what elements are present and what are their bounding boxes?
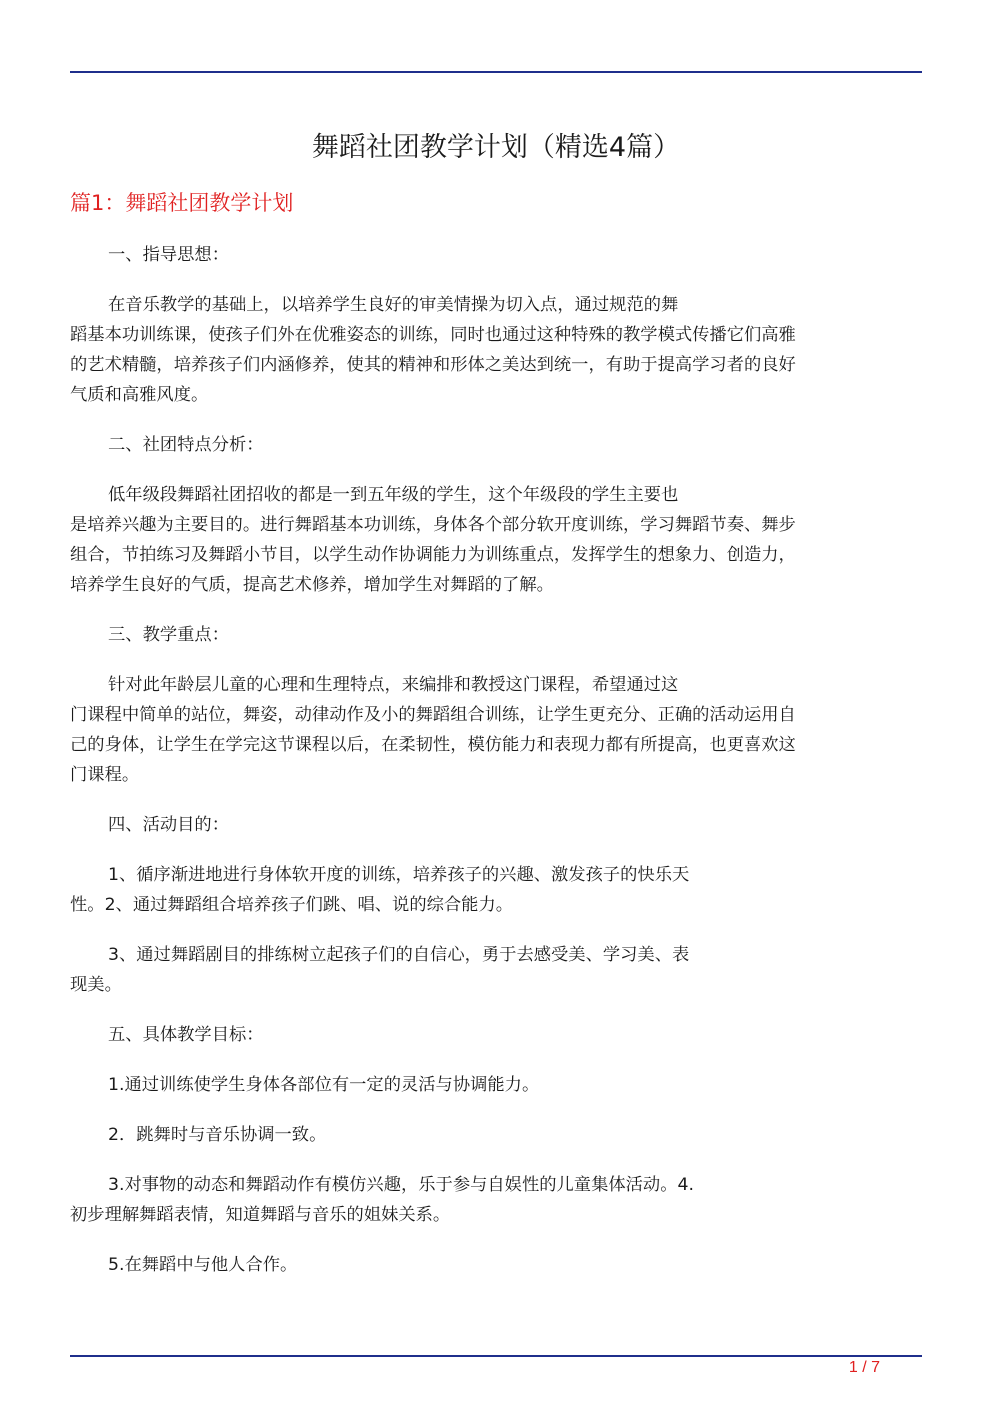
text-line: 3、通过舞蹈剧目的排练树立起孩子们的自信心，勇于去感受美、学习美、表 bbox=[108, 945, 690, 965]
paragraph-club-analysis bbox=[70, 480, 922, 600]
text-line: 低年级段舞蹈社团招收的都是一到五年级的学生，这个年级段的学生主要也 bbox=[108, 485, 679, 505]
goal-item-1: 1.通过训练使学生身体各部位有一定的灵活与协调能力。 bbox=[108, 1075, 540, 1095]
document-title: 舞蹈社团教学计划（精选4篇） bbox=[311, 132, 681, 163]
bottom-rule bbox=[70, 1355, 922, 1357]
text-line: 性。2、通过舞蹈组合培养孩子们跳、唱、说的综合能力。 bbox=[70, 895, 514, 915]
text-line: 气质和高雅风度。 bbox=[70, 385, 209, 405]
text-line: 是培养兴趣为主要目的。进行舞蹈基本功训练，身体各个部分软开度训练，学习舞蹈节奏、舞步 bbox=[70, 515, 796, 535]
paragraph-teaching-focus bbox=[70, 670, 922, 790]
text-line: 初步理解舞蹈表情，知道舞蹈与音乐的姐妹关系。 bbox=[70, 1205, 451, 1225]
goal-item-2: 2．跳舞时与音乐协调一致。 bbox=[108, 1125, 327, 1145]
text-line: 现美。 bbox=[70, 975, 122, 995]
paragraph-guiding-ideology bbox=[70, 290, 922, 410]
heading-guiding-ideology: 一、指导思想： bbox=[108, 245, 229, 265]
text-line: 3.对事物的动态和舞蹈动作有模仿兴趣，乐于参与自娱性的儿童集体活动。4. bbox=[108, 1175, 694, 1195]
page-number: 1 / 7 bbox=[848, 1359, 880, 1376]
document-body bbox=[70, 240, 922, 1300]
text-line: 针对此年龄层儿童的心理和生理特点，来编排和教授这门课程，希望通过这 bbox=[108, 675, 679, 695]
section-title: 篇1：舞蹈社团教学计划 bbox=[70, 191, 294, 215]
heading-activity-purpose: 四、活动目的： bbox=[108, 815, 229, 835]
text-line: 己的身体，让学生在学完这节课程以后，在柔韧性，模仿能力和表现力都有所提高，也更喜欢这 bbox=[70, 735, 796, 755]
goal-item-3-4 bbox=[70, 1170, 922, 1230]
paragraph-activity-purpose-1 bbox=[70, 860, 922, 920]
text-line: 门课程。 bbox=[70, 765, 140, 785]
text-line: 组合，节拍练习及舞蹈小节目，以学生动作协调能力为训练重点，发挥学生的想象力、创造力， bbox=[70, 545, 796, 565]
heading-teaching-goals: 五、具体教学目标： bbox=[108, 1025, 264, 1045]
text-line: 在音乐教学的基础上，以培养学生良好的审美情操为切入点，通过规范的舞 bbox=[108, 295, 679, 315]
top-rule bbox=[70, 71, 922, 73]
heading-teaching-focus: 三、教学重点： bbox=[108, 625, 229, 645]
text-line: 蹈基本功训练课，使孩子们外在优雅姿态的训练，同时也通过这种特殊的教学模式传播它们高雅 bbox=[70, 325, 796, 345]
goal-item-5: 5.在舞蹈中与他人合作。 bbox=[108, 1255, 298, 1275]
paragraph-activity-purpose-2 bbox=[70, 940, 922, 1000]
text-line: 1、循序渐进地进行身体软开度的训练，培养孩子的兴趣、激发孩子的快乐天 bbox=[108, 865, 690, 885]
text-line: 培养学生良好的气质，提高艺术修养，增加学生对舞蹈的了解。 bbox=[70, 575, 554, 595]
heading-club-analysis: 二、社团特点分析： bbox=[108, 435, 264, 455]
text-line: 的艺术精髓，培养孩子们内涵修养，使其的精神和形体之美达到统一，有助于提高学习者的良好 bbox=[70, 355, 796, 375]
text-line: 门课程中简单的站位，舞姿，动律动作及小的舞蹈组合训练，让学生更充分、正确的活动运用自 bbox=[70, 705, 796, 725]
